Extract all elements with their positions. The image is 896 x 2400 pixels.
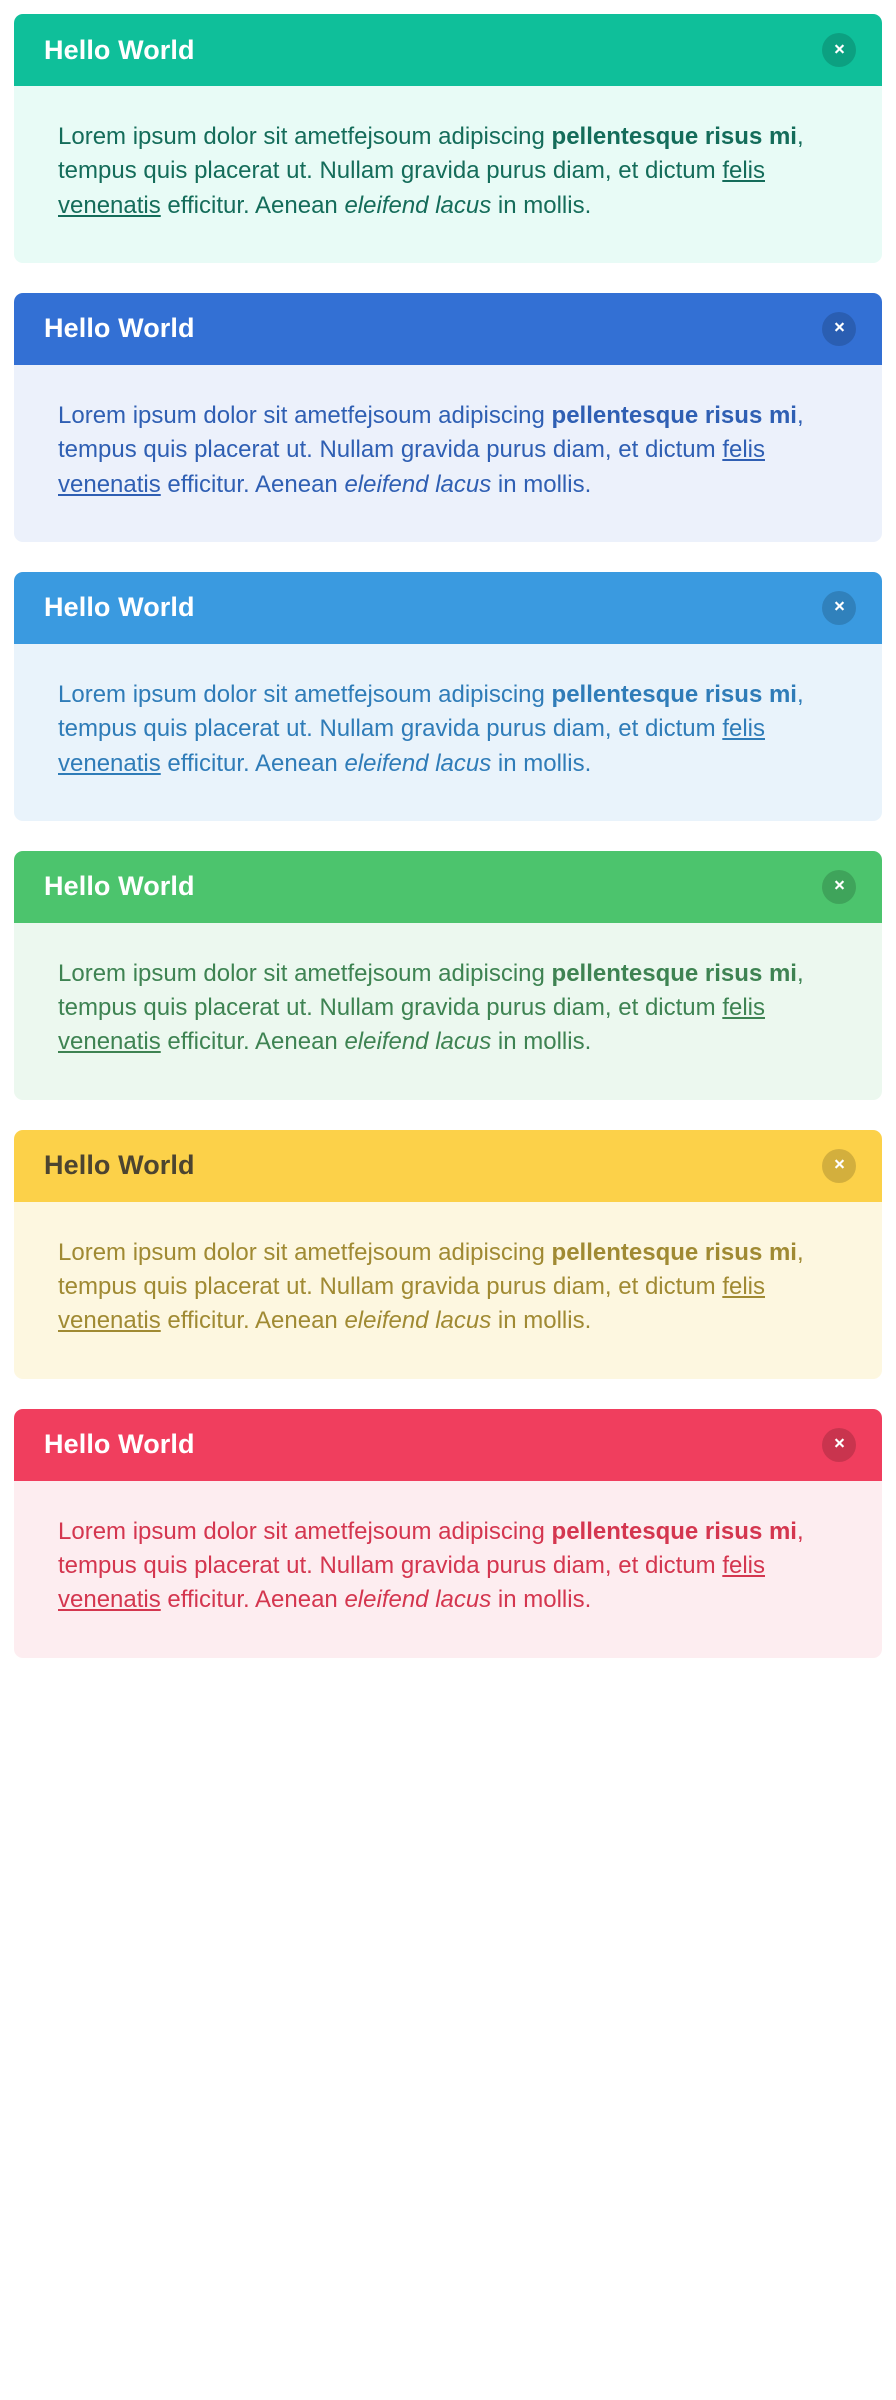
close-icon (833, 322, 846, 335)
alert-body (14, 365, 882, 542)
alert-body (14, 923, 882, 1100)
alert-title: Hello World (44, 313, 195, 344)
alert-red (14, 1409, 882, 1658)
alert-text-italic: eleifend lacus (344, 191, 492, 219)
alert-text-bold: pellentesque risus mi (551, 1238, 797, 1266)
alert-text: Lorem ipsum dolor sit ametfejsoum adipiscing pellentesque risus mi, tempus quis placerat ut. Nullam gravida purus diam, et dictum felis venenatis efficitur. Aenean eleifend lacus in mollis. (58, 680, 804, 777)
alert-text-italic: eleifend lacus (344, 1586, 492, 1614)
alert-text-italic: eleifend lacus (344, 749, 492, 777)
close-button[interactable] (822, 591, 856, 625)
alert-text-bold: pellentesque risus mi (551, 123, 797, 150)
alert-text-bold: pellentesque risus mi (551, 1517, 797, 1545)
alert-link[interactable]: felis venenatis (58, 1552, 765, 1614)
alert-link[interactable]: felis venenatis (58, 715, 765, 777)
close-button[interactable] (822, 870, 856, 904)
alert-text: Lorem ipsum dolor sit ametfejsoum adipiscing pellentesque risus mi, tempus quis placerat ut. Nullam gravida purus diam, et dictum felis venenatis efficitur. Aenean eleifend lacus in mollis. (58, 1517, 804, 1614)
alert-link[interactable]: felis venenatis (58, 157, 765, 219)
alert-header (14, 851, 882, 923)
close-icon (833, 601, 846, 614)
alert-indigo (14, 293, 882, 542)
alert-link[interactable]: felis venenatis (58, 1273, 765, 1335)
close-icon (833, 880, 846, 893)
alert-header (14, 1409, 882, 1481)
close-button[interactable] (822, 1428, 856, 1462)
alert-body (14, 1481, 882, 1658)
alert-body (14, 1202, 882, 1379)
close-icon (833, 1438, 846, 1451)
alert-text: Lorem ipsum dolor sit ametfejsoum adipiscing pellentesque risus mi, tempus quis placerat ut. Nullam gravida purus diam, et dictum felis venenatis efficitur. Aenean eleifend lacus in mollis. (58, 959, 804, 1056)
close-icon (833, 1159, 846, 1172)
close-button[interactable] (822, 312, 856, 346)
alert-yellow (14, 1130, 882, 1379)
alert-text: Lorem ipsum dolor sit ametfejsoum adipiscing pellentesque risus mi, tempus quis placerat ut. Nullam gravida purus diam, et dictum felis venenatis efficitur. Aenean eleifend lacus in mollis. (58, 123, 804, 219)
alert-blue (14, 572, 882, 821)
alert-link[interactable]: felis venenatis (58, 436, 765, 498)
alert-text-bold: pellentesque risus mi (551, 680, 797, 708)
close-button[interactable] (822, 1149, 856, 1183)
alert-header (14, 293, 882, 365)
alert-text-bold: pellentesque risus mi (551, 401, 797, 429)
alert-title: Hello World (44, 871, 195, 902)
alert-header (14, 1130, 882, 1202)
alert-text-italic: eleifend lacus (344, 1028, 492, 1056)
close-button[interactable] (822, 33, 856, 67)
alert-body (14, 86, 882, 263)
alert-title: Hello World (44, 34, 195, 65)
alert-title: Hello World (44, 1150, 195, 1181)
alert-text: Lorem ipsum dolor sit ametfejsoum adipiscing pellentesque risus mi, tempus quis placerat ut. Nullam gravida purus diam, et dictum felis venenatis efficitur. Aenean eleifend lacus in mollis. (58, 401, 804, 498)
alert-green (14, 851, 882, 1100)
alert-header (14, 572, 882, 644)
close-icon (833, 44, 846, 57)
alert-text-bold: pellentesque risus mi (551, 959, 797, 987)
alert-text-italic: eleifend lacus (344, 1307, 492, 1335)
alert-link[interactable]: felis venenatis (58, 994, 765, 1056)
alert-title: Hello World (44, 592, 195, 623)
alert-title: Hello World (44, 1429, 195, 1460)
alert-header (14, 14, 882, 86)
alert-teal (14, 14, 882, 263)
alert-text: Lorem ipsum dolor sit ametfejsoum adipiscing pellentesque risus mi, tempus quis placerat ut. Nullam gravida purus diam, et dictum felis venenatis efficitur. Aenean eleifend lacus in mollis. (58, 1238, 804, 1335)
alert-body (14, 644, 882, 821)
alert-text-italic: eleifend lacus (344, 470, 492, 498)
